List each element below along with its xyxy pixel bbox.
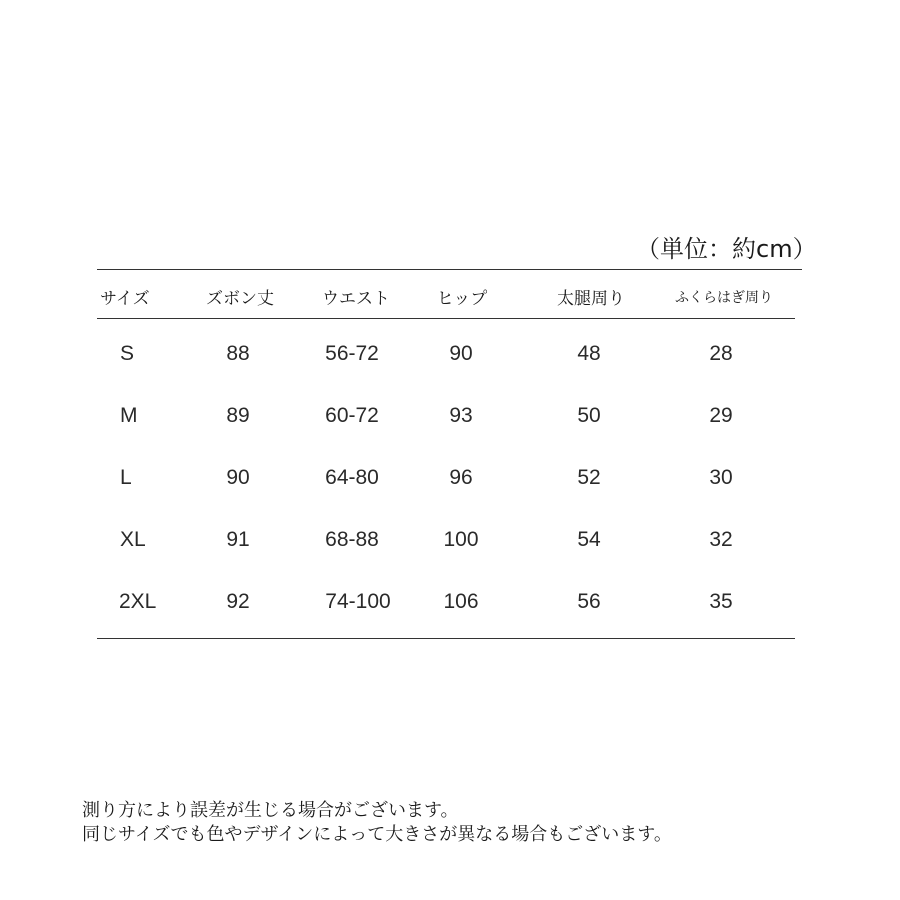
cell-waist: 56-72 bbox=[325, 342, 379, 365]
header-waist: ウエスト bbox=[322, 289, 390, 309]
table-header-rule bbox=[97, 318, 795, 319]
unit-label: （単位：約cm） bbox=[636, 235, 817, 263]
cell-thigh: 52 bbox=[577, 466, 601, 489]
cell-thigh: 48 bbox=[577, 342, 601, 365]
cell-calf: 32 bbox=[709, 528, 733, 551]
size-variation-note: 同じサイズでも色やデザインによって大きさが異なる場合もございます。 bbox=[82, 824, 672, 845]
header-hip: ヒップ bbox=[436, 289, 488, 309]
measurement-note: 測り方により誤差が生じる場合がございます。 bbox=[82, 800, 459, 821]
cell-size: S bbox=[120, 342, 135, 365]
cell-calf: 35 bbox=[709, 590, 733, 613]
cell-waist: 60-72 bbox=[325, 404, 379, 427]
cell-hip: 96 bbox=[449, 466, 473, 489]
cell-hip: 106 bbox=[443, 590, 479, 613]
cell-waist: 64-80 bbox=[325, 466, 379, 489]
cell-thigh: 50 bbox=[577, 404, 601, 427]
cell-calf: 28 bbox=[709, 342, 733, 365]
cell-size: L bbox=[120, 466, 132, 489]
cell-pants-length: 89 bbox=[226, 404, 250, 427]
cell-calf: 30 bbox=[709, 466, 733, 489]
table-top-rule bbox=[97, 269, 802, 270]
cell-pants-length: 91 bbox=[226, 528, 250, 551]
cell-hip: 90 bbox=[449, 342, 473, 365]
header-thigh: 太腿周り bbox=[557, 289, 625, 309]
header-calf: ふくらはぎ周り bbox=[675, 290, 773, 306]
cell-waist: 74-100 bbox=[325, 590, 391, 613]
cell-thigh: 54 bbox=[577, 528, 601, 551]
table-bottom-rule bbox=[97, 638, 795, 639]
cell-pants-length: 88 bbox=[226, 342, 250, 365]
cell-thigh: 56 bbox=[577, 590, 601, 613]
cell-size: 2XL bbox=[119, 590, 157, 613]
cell-size: XL bbox=[120, 528, 146, 551]
cell-size: M bbox=[120, 404, 138, 427]
header-pants-length: ズボン丈 bbox=[206, 289, 274, 309]
cell-calf: 29 bbox=[709, 404, 733, 427]
cell-hip: 100 bbox=[443, 528, 479, 551]
cell-pants-length: 92 bbox=[226, 590, 250, 613]
cell-pants-length: 90 bbox=[226, 466, 250, 489]
header-size: サイズ bbox=[100, 289, 150, 309]
cell-waist: 68-88 bbox=[325, 528, 379, 551]
cell-hip: 93 bbox=[449, 404, 473, 427]
